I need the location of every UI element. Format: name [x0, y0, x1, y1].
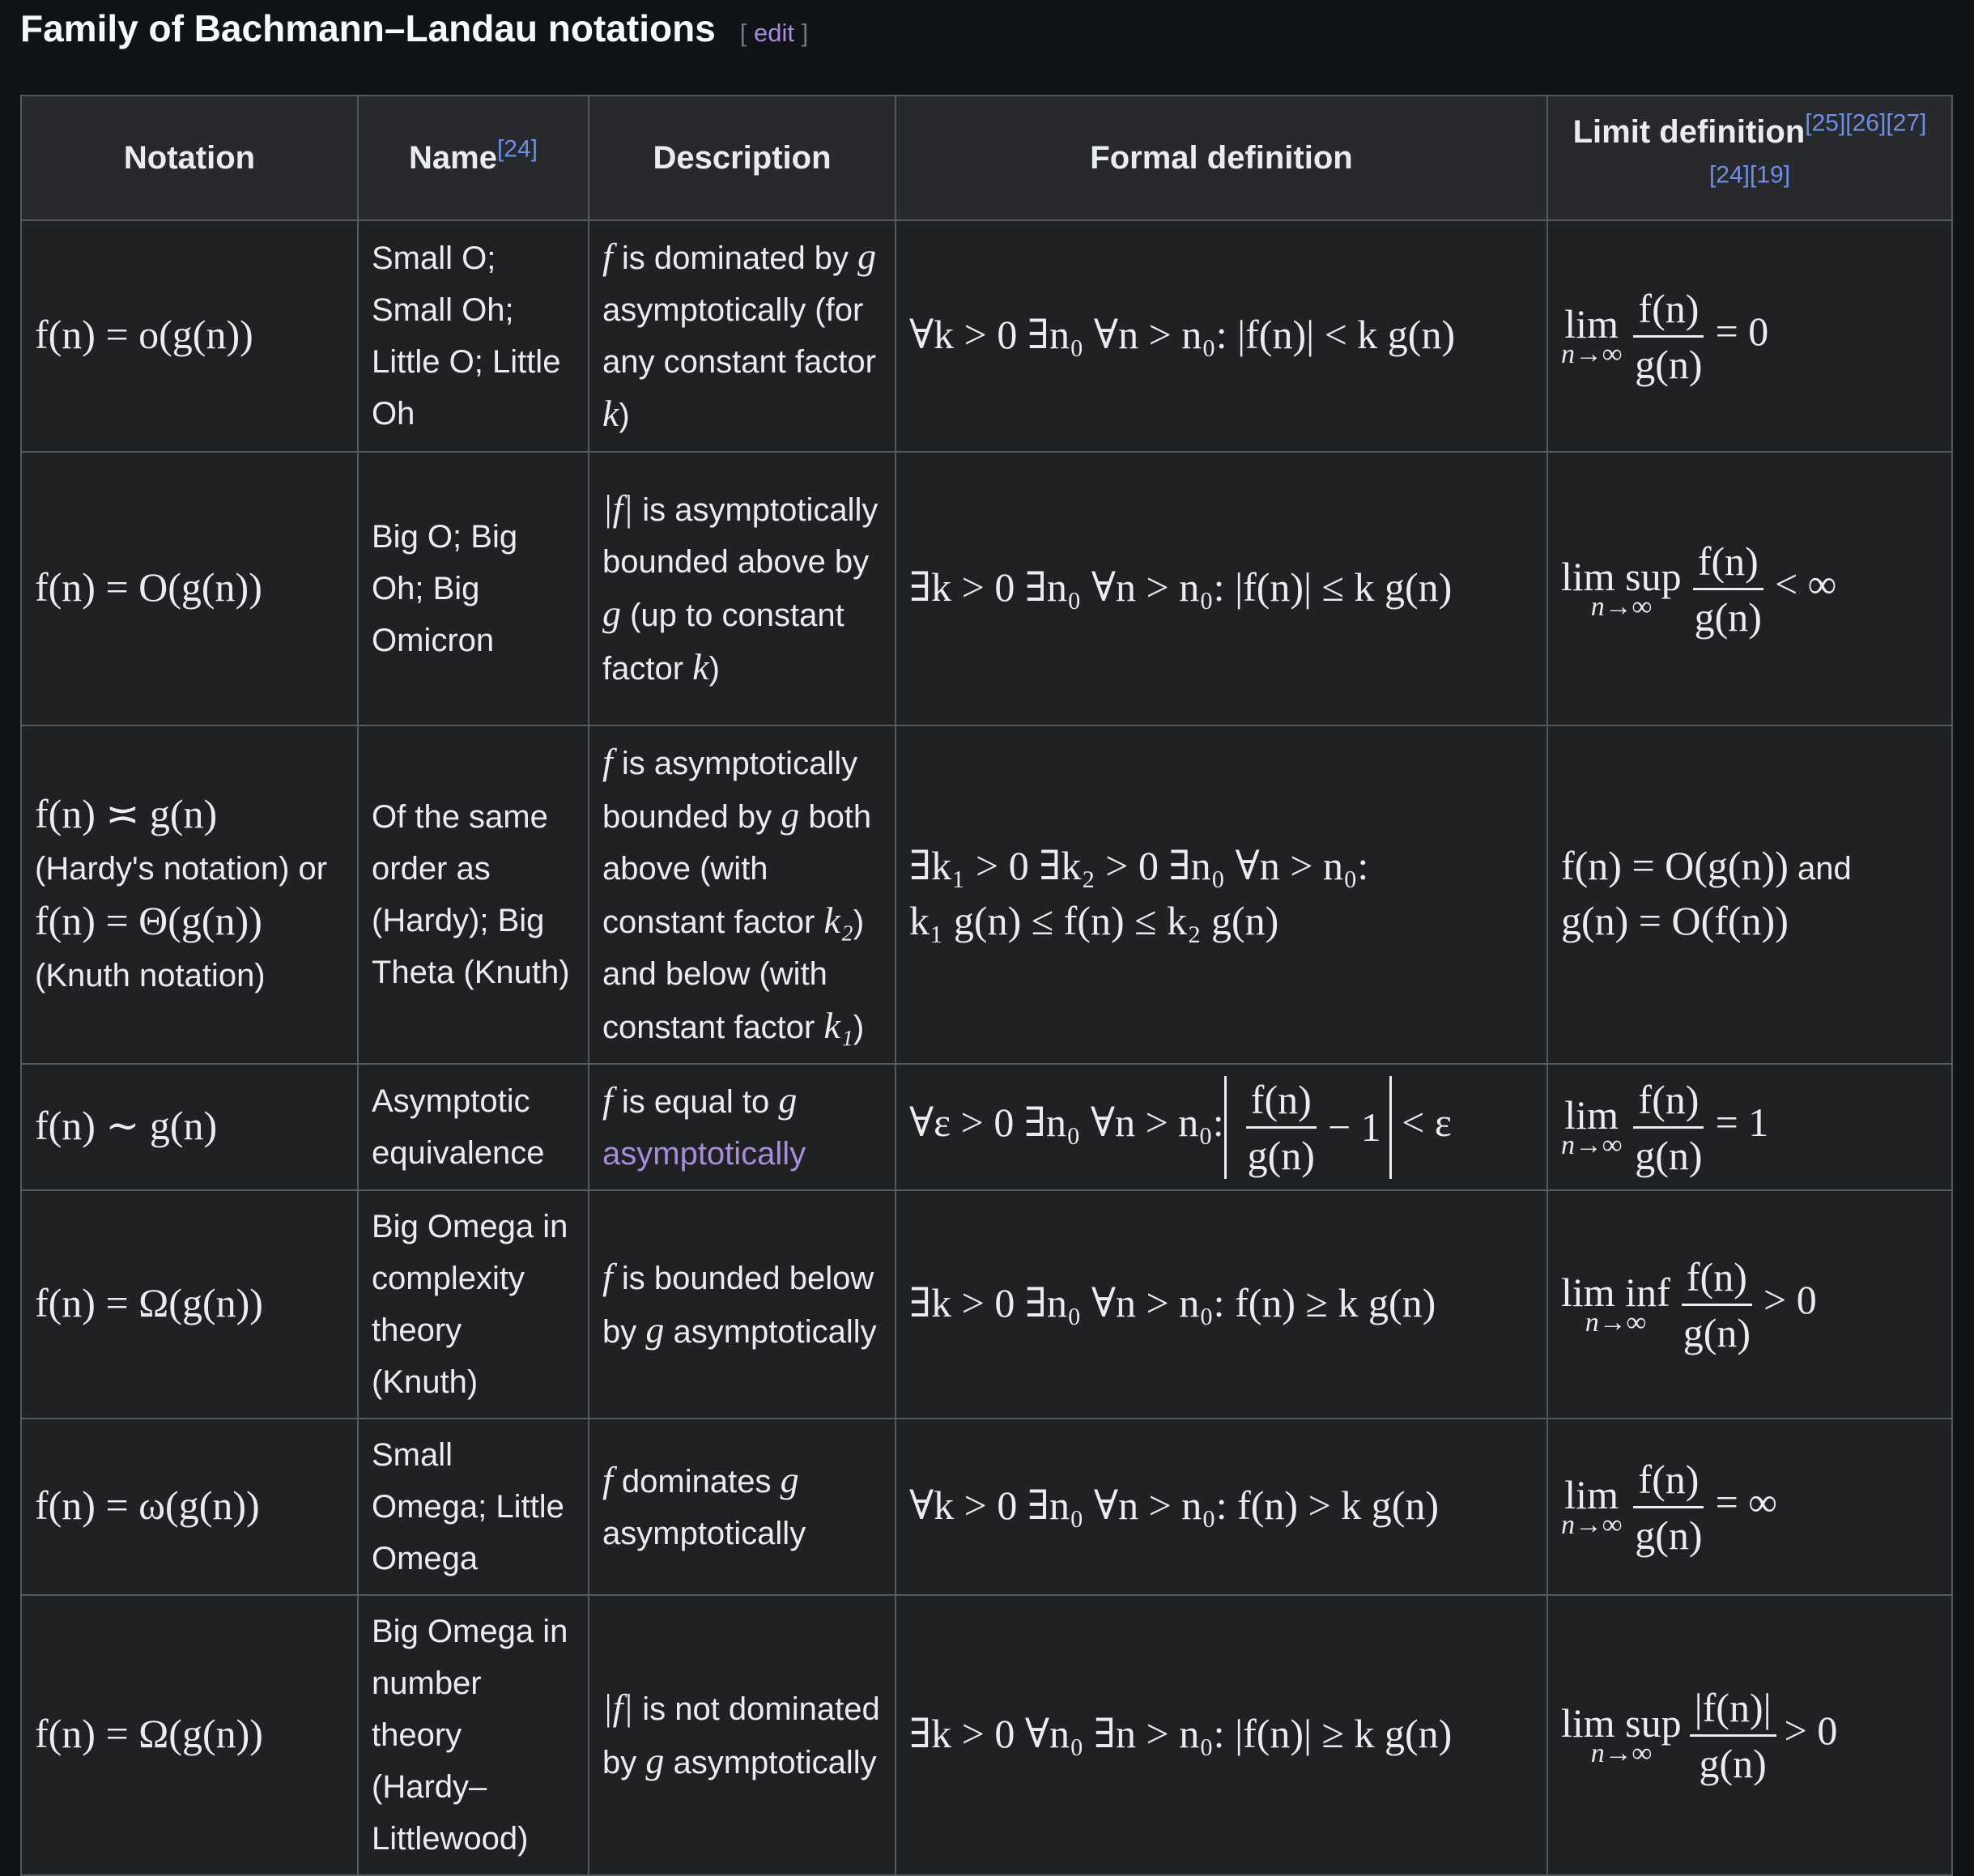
name-cell: Big O; Big Oh; Big Omicron [358, 452, 589, 725]
header-notation: Notation [21, 96, 358, 220]
notation-cell: f(n) = O(g(n)) [21, 452, 358, 725]
notation-cell: f(n) = ω(g(n)) [21, 1419, 358, 1595]
formal-definition-cell: ∃k > 0 ∀n₀ ∃n > n₀: |f(n)| ≥ k g(n) [896, 1595, 1547, 1875]
description-cell: |f| is not dominated by g asymptotically [589, 1595, 896, 1875]
absolute-value: $\frac{f(n)}{g(n)}$ − 1 [1224, 1076, 1392, 1179]
description-cell: f is asymptotically bounded by g both above (with constant factor k₂) and below (with constant factor k₁) [589, 725, 896, 1064]
edit-section: [ edit ] [739, 19, 809, 47]
table-row [21, 1064, 1952, 1190]
description-cell: f is bounded below by g asymptotically [589, 1190, 896, 1419]
notation-cell [21, 220, 358, 452]
formal-definition-cell: ∃k₁ > 0 ∃k₂ > 0 ∃n₀ ∀n > n₀: k₁ g(n) ≤ f(n) ≤ k₂ g(n) [896, 725, 1547, 1064]
limit-definition-cell: f(n) = O(g(n)) and g(n) = O(f(n)) [1547, 725, 1952, 1064]
notation-cell: f(n) ≍ g(n) (Hardy's notation) or f(n) = Θ(g(n)) (Knuth notation) [21, 725, 358, 1064]
formal-definition-cell: ∀k > 0 ∃n₀ ∀n > n₀: |f(n)| < k g(n) [896, 220, 1547, 452]
limit-definition-cell: lim sup n→∞ $\frac{|f(n)|}{g(n)}$ > 0 [1547, 1595, 1952, 1875]
description-cell: |f| is asymptotically bounded above by g (up to constant factor k) [589, 452, 896, 725]
table-row [21, 725, 1952, 1064]
name-cell: Big Omega in complexity theory (Knuth) [358, 1190, 589, 1419]
formal-definition-cell: ∃k > 0 ∃n₀ ∀n > n₀: f(n) ≥ k g(n) [896, 1190, 1547, 1419]
header-limit-definition: Limit definition[25][26][27][24][19] [1547, 96, 1952, 220]
name-cell: Big Omega in number theory (Hardy–Littlewood) [358, 1595, 589, 1875]
header-description: Description [589, 96, 896, 220]
notation-table [20, 95, 1953, 1876]
table-row [21, 452, 1952, 725]
notation-cell: f(n) ∼ g(n) [21, 1064, 358, 1190]
edit-link[interactable]: edit [754, 19, 794, 47]
formal-definition-cell: ∃k > 0 ∃n₀ ∀n > n₀: |f(n)| ≤ k g(n) [896, 452, 1547, 725]
limit-definition-cell: lim n→∞ $\frac{f(n)}{g(n)}$ = ∞ [1547, 1419, 1952, 1595]
limit-definition-cell: lim n→∞ $\frac{f(n)}{g(n)}$ = 0 [1547, 220, 1952, 452]
limit-definition-cell: lim n→∞ $\frac{f(n)}{g(n)}$ = 1 [1547, 1064, 1952, 1190]
ref-link[interactable]: [24] [496, 135, 538, 163]
notation-cell: f(n) = Ω(g(n)) [21, 1190, 358, 1419]
name-cell: Asymptotic equivalence [358, 1064, 589, 1190]
table-row [21, 220, 1952, 452]
header-name: Name[24] [358, 96, 589, 220]
notation-cell: f(n) = Ω(g(n)) [21, 1595, 358, 1875]
description-cell: f is equal to g asymptotically [589, 1064, 896, 1190]
description-cell: f is dominated by g asymptotically (for any constant factor k) [589, 220, 896, 452]
description-cell: f dominates g asymptotically [589, 1419, 896, 1595]
name-cell: Small Omega; Little Omega [358, 1419, 589, 1595]
formal-definition-cell: ∀k > 0 ∃n₀ ∀n > n₀: f(n) > k g(n) [896, 1419, 1547, 1595]
formal-definition-cell: ∀ε > 0 ∃n₀ ∀n > n₀: $\frac{f(n)}{g(n)}$ − 1 < ε [896, 1064, 1547, 1190]
table-row [21, 1595, 1952, 1875]
asymptotically-link[interactable]: asymptotically [602, 1136, 806, 1172]
name-cell: Of the same order as (Hardy); Big Theta (Knuth) [358, 725, 589, 1064]
section-title: Family of Bachmann–Landau notations [20, 7, 716, 49]
header-row [21, 96, 1952, 220]
name-cell: Small O; Small Oh; Little O; Little Oh [358, 220, 589, 452]
ref-links[interactable]: [25][26][27][24][19] [1708, 109, 1927, 189]
section-heading [20, 6, 808, 50]
header-formal-definition: Formal definition [896, 96, 1547, 220]
table-row [21, 1419, 1952, 1595]
limit-definition-cell: lim inf n→∞ $\frac{f(n)}{g(n)}$ > 0 [1547, 1190, 1952, 1419]
limit-definition-cell: lim sup n→∞ $\frac{f(n)}{g(n)}$ < ∞ [1547, 452, 1952, 725]
table-row [21, 1190, 1952, 1419]
notation-formula: f(n) = o(g(n)) [35, 312, 253, 357]
